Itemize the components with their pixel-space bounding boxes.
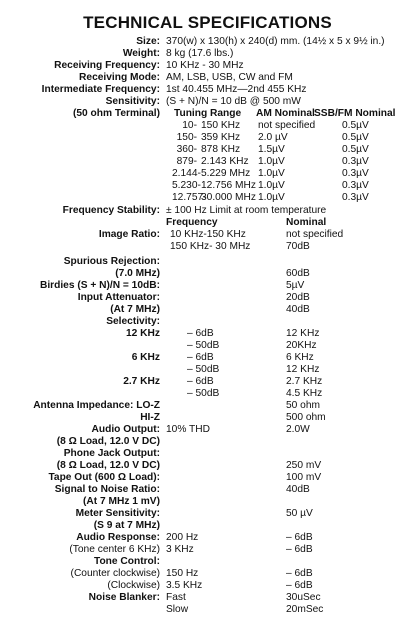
spec-value: – 6dB: [187, 328, 214, 339]
spec-label: (At 7 MHz): [110, 304, 160, 315]
range-from: 12.757-: [172, 192, 207, 203]
spec-label: (At 7 MHz 1 mV): [83, 496, 160, 507]
spec-value: – 6dB: [286, 532, 313, 543]
spec-label: (8 Ω Load, 12.0 V DC): [56, 460, 160, 471]
spec-label: Size:: [136, 36, 160, 47]
spec-label: Phone Jack Output:: [63, 448, 160, 459]
spec-value: 10 KHz - 30 MHz: [166, 60, 244, 71]
ssb-nominal: 0.5µV: [342, 120, 369, 131]
ssb-nominal: 0.5µV: [342, 132, 369, 143]
spec-value: 3.5 KHz: [166, 580, 203, 591]
spec-label: Noise Blanker:: [88, 592, 160, 603]
spec-row-tape-out: [0, 472, 415, 484]
spec-row-image-ratio: [0, 229, 415, 241]
spec-label: Signal to Noise Ratio:: [54, 484, 160, 495]
table-row: [0, 340, 415, 352]
table-row: [0, 192, 415, 204]
spec-row-sensitivity: [0, 96, 415, 108]
spec-value: 20mSec: [286, 604, 324, 615]
spec-row-weight: [0, 48, 415, 60]
column-header: SSB/FM Nominal: [314, 108, 396, 119]
spec-row-antenna: [0, 400, 415, 412]
spec-value: Fast: [166, 592, 186, 603]
spec-row-snr: [0, 484, 415, 496]
column-header: Nominal: [286, 217, 327, 228]
table-row: [0, 376, 415, 388]
spec-label: (S 9 at 7 MHz): [93, 520, 160, 531]
spec-label: Audio Response:: [76, 532, 160, 543]
range-from: 10-: [182, 120, 197, 131]
spec-value: 70dB: [286, 241, 310, 252]
spec-value: – 6dB: [187, 376, 214, 387]
spec-value: Slow: [166, 604, 189, 615]
table-row: [0, 168, 415, 180]
spec-label: 6 KHz: [131, 352, 160, 363]
range-to: 359 KHz: [201, 132, 241, 143]
spec-value: ± 100 Hz Limit at room temperature: [166, 205, 327, 216]
range-from: 5.230-: [172, 180, 201, 191]
table-row: [0, 388, 415, 400]
spec-row-phone-jack: [0, 448, 415, 460]
spec-value: 12 KHz: [286, 328, 320, 339]
spec-row-birdies: [0, 280, 415, 292]
spec-value: (S + N)/N = 10 dB @ 500 mW: [166, 96, 301, 107]
spec-label: Spurious Rejection:: [63, 256, 160, 267]
table-row: [0, 180, 415, 192]
spec-label: 2.7 KHz: [123, 376, 160, 387]
spec-label: (Tone center 6 KHz): [69, 544, 160, 555]
am-nominal: 1.0µV: [258, 168, 285, 179]
range-from: 2.144-: [172, 168, 201, 179]
ssb-nominal: 0.3µV: [342, 192, 369, 203]
spec-value: – 6dB: [286, 544, 313, 555]
am-nominal: 1.5µV: [258, 144, 285, 155]
spec-row-input-attenuator: [0, 292, 415, 304]
spec-row-antenna-hi: [0, 412, 415, 424]
table-row: [0, 580, 415, 592]
table-row: [0, 364, 415, 376]
table-row: [0, 568, 415, 580]
am-nominal: 1.0µV: [258, 156, 285, 167]
spec-label: Image Ratio:: [98, 229, 160, 240]
spec-row-size: [0, 36, 415, 48]
spec-value: – 6dB: [286, 568, 313, 579]
range-to: 878 KHz: [201, 144, 241, 155]
spec-value: 2.7 KHz: [286, 376, 323, 387]
spec-value: 20dB: [286, 292, 310, 303]
spec-value: 500 ohm: [286, 412, 326, 423]
spec-row-phone-jack-sub: [0, 460, 415, 472]
spec-value: 200 Hz: [166, 532, 199, 543]
spec-row-frequency-stability: [0, 205, 415, 217]
spec-label: Sensitivity:: [105, 96, 160, 107]
spec-row-receiving-frequency: [0, 60, 415, 72]
spec-label: Audio Output:: [91, 424, 160, 435]
image-ratio-header: [0, 217, 415, 229]
spec-value: 60dB: [286, 268, 310, 279]
spec-value: not specified: [286, 229, 344, 240]
spec-label: Frequency Stability:: [62, 205, 160, 216]
spec-label: Receiving Mode:: [79, 72, 160, 83]
table-row: [0, 120, 415, 132]
spec-row-audio-output-sub: [0, 436, 415, 448]
spec-label: Tone Control:: [93, 556, 160, 567]
spec-row-selectivity: [0, 316, 415, 328]
spec-row-noise-blanker: [0, 592, 415, 604]
spec-row-spurious-sub: [0, 268, 415, 280]
spec-label: 12 KHz: [126, 328, 160, 339]
spec-label: HI-Z: [140, 412, 160, 423]
spec-value: 1st 40.455 MHz—2nd 455 KHz: [166, 84, 307, 95]
spec-label: Selectivity:: [106, 316, 160, 327]
spec-value: 8 kg (17.6 lbs.): [166, 48, 234, 59]
spec-label: Input Attenuator:: [77, 292, 160, 303]
spec-value: 5µV: [286, 280, 305, 291]
spec-row-meter: [0, 508, 415, 520]
spec-row-receiving-mode: [0, 72, 415, 84]
table-row: [0, 328, 415, 340]
spec-label: Birdies (S + N)/N = 10dB:: [39, 280, 160, 291]
ssb-nominal: 0.3µV: [342, 168, 369, 179]
spec-value: 150 Hz: [166, 568, 199, 579]
spec-label: Meter Sensitivity:: [75, 508, 160, 519]
spec-row-snr-sub: [0, 496, 415, 508]
spec-row-audio-output: [0, 424, 415, 436]
table-row: [0, 156, 415, 168]
spec-value: 2.0W: [286, 424, 310, 435]
spec-row-tone-control: [0, 556, 415, 568]
spec-value: – 6dB: [286, 580, 313, 591]
spec-value: 250 mV: [286, 460, 322, 471]
spec-row-spurious: [0, 256, 415, 268]
table-row: [0, 604, 415, 616]
spec-value: – 50dB: [187, 388, 220, 399]
sensitivity-table-header: [0, 108, 415, 120]
column-header: Frequency: [166, 217, 218, 228]
spec-value: 10 KHz-150 KHz: [170, 229, 246, 240]
range-to: 30.000 MHz: [201, 192, 256, 203]
spec-label: (50 ohm Terminal): [73, 108, 160, 119]
table-row: [0, 352, 415, 364]
table-row: [0, 132, 415, 144]
spec-value: 10% THD: [166, 424, 210, 435]
spec-value: AM, LSB, USB, CW and FM: [166, 72, 293, 83]
spec-row-audio-response-sub: [0, 544, 415, 556]
spec-row-audio-response: [0, 532, 415, 544]
range-to: 5.229 MHz: [201, 168, 251, 179]
range-from: 150-: [176, 132, 197, 143]
spec-value: 50 ohm: [286, 400, 320, 411]
spec-value: 50 µV: [286, 508, 313, 519]
spec-value: 20KHz: [286, 340, 317, 351]
spec-value: 100 mV: [286, 472, 322, 483]
ssb-nominal: 0.3µV: [342, 180, 369, 191]
range-to: 12.756 MHz: [201, 180, 256, 191]
spec-value: – 50dB: [187, 340, 220, 351]
spec-value: 370(w) x 130(h) x 240(d) mm. (14½ x 5 x 9½ in.): [166, 36, 385, 47]
spec-label: Intermediate Frequency:: [41, 84, 160, 95]
spec-row-meter-sub: [0, 520, 415, 532]
am-nominal: 1.0µV: [258, 180, 285, 191]
am-nominal: 1.0µV: [258, 192, 285, 203]
spec-label: Receiving Frequency:: [54, 60, 160, 71]
column-header: Tuning Range: [174, 108, 242, 119]
spec-value: 40dB: [286, 484, 310, 495]
spec-label: Antenna Impedance: LO-Z: [33, 400, 160, 411]
spec-label: Tape Out (600 Ω Load):: [48, 472, 160, 483]
ssb-nominal: 0.3µV: [342, 156, 369, 167]
am-nominal: not specified: [258, 120, 316, 131]
spec-value: – 6dB: [187, 352, 214, 363]
range-to: 150 KHz: [201, 120, 241, 131]
range-from: 879-: [176, 156, 197, 167]
am-nominal: 2.0 µV: [258, 132, 288, 143]
table-row: [0, 241, 415, 253]
spec-label: (7.0 MHz): [115, 268, 160, 279]
spec-label: (Clockwise): [107, 580, 160, 591]
spec-row-intermediate-frequency: [0, 84, 415, 96]
spec-value: 4.5 KHz: [286, 388, 323, 399]
ssb-nominal: 0.5µV: [342, 144, 369, 155]
spec-row-input-attenuator-sub: [0, 304, 415, 316]
range-from: 360-: [176, 144, 197, 155]
spec-value: 40dB: [286, 304, 310, 315]
spec-label: (8 Ω Load, 12.0 V DC): [56, 436, 160, 447]
spec-value: 3 KHz: [166, 544, 194, 555]
spec-label: (Counter clockwise): [70, 568, 160, 579]
spec-value: 150 KHz- 30 MHz: [170, 241, 251, 252]
range-to: 2.143 KHz: [201, 156, 249, 167]
table-row: [0, 144, 415, 156]
spec-value: 12 KHz: [286, 364, 320, 375]
spec-value: – 50dB: [187, 364, 220, 375]
spec-label: Weight:: [122, 48, 160, 59]
spec-value: 30uSec: [286, 592, 321, 603]
page-title: TECHNICAL SPECIFICATIONS: [83, 13, 332, 32]
column-header: AM Nominal: [256, 108, 315, 119]
spec-value: 6 KHz: [286, 352, 314, 363]
